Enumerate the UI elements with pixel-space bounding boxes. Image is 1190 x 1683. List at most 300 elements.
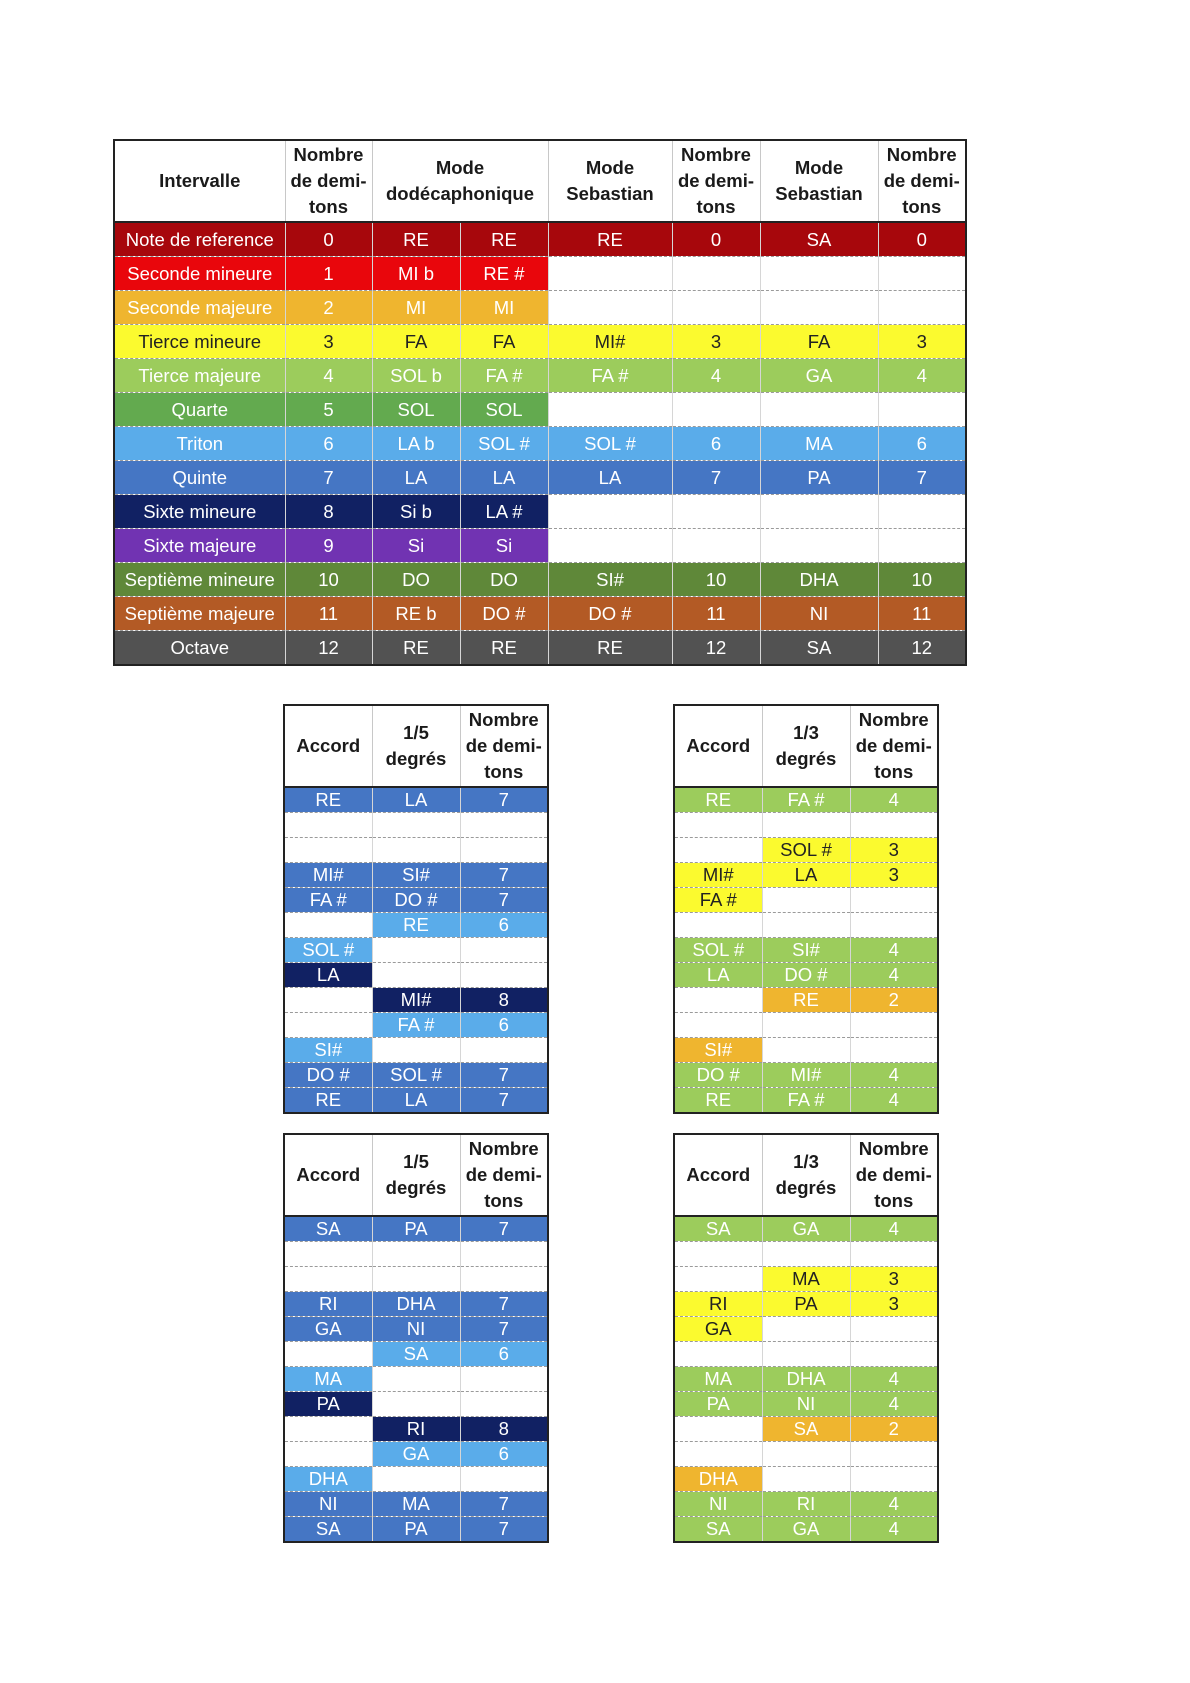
- main_table-header-cell: [878, 140, 966, 222]
- chord-semitone-cell: 7: [460, 787, 548, 813]
- chord-row: [284, 1038, 548, 1063]
- chord-degree-cell: GA: [762, 1216, 850, 1242]
- interval-value-cell: RE: [372, 222, 460, 257]
- chord-note-cell: SA: [284, 1517, 372, 1543]
- chord-semitone-cell: [460, 1367, 548, 1392]
- chord-row: [674, 1442, 938, 1467]
- chord-row: [284, 963, 548, 988]
- chord-note-cell: [284, 1267, 372, 1292]
- header-text: Nombre: [858, 1138, 929, 1159]
- main_table-header-cell: [372, 140, 548, 222]
- chord-semitone-cell: 6: [460, 1013, 548, 1038]
- interval-row: [114, 257, 966, 291]
- chord-degree-cell: RE: [762, 988, 850, 1013]
- interval-value-cell: MA: [760, 427, 878, 461]
- chord-degree-cell: [372, 1367, 460, 1392]
- chord-semitone-cell: 3: [850, 838, 938, 863]
- chord-degree-cell: FA #: [762, 1088, 850, 1114]
- chord-note-cell: [674, 1417, 762, 1442]
- chord-table-fifths-indian: [283, 1133, 549, 1543]
- interval-value-cell: [760, 393, 878, 427]
- header-text: de demi-: [883, 170, 960, 191]
- interval-row: [114, 461, 966, 495]
- chord-degree-cell: MI#: [372, 988, 460, 1013]
- header-text: dodécaphonique: [386, 183, 534, 204]
- chord-note-cell: [674, 813, 762, 838]
- chord-row: [284, 1317, 548, 1342]
- interval-row: [114, 597, 966, 631]
- interval-value-cell: [760, 291, 878, 325]
- chord-row: [284, 1392, 548, 1417]
- chord-row: [284, 1492, 548, 1517]
- chord_tables.1-header-cell: [850, 705, 938, 787]
- header-text: Nombre: [293, 144, 364, 165]
- chord-note-cell: SA: [674, 1517, 762, 1543]
- interval-value-cell: Si b: [372, 495, 460, 529]
- chord-degree-cell: [372, 938, 460, 963]
- chord-note-cell: [674, 1442, 762, 1467]
- interval-name-cell: Quarte: [114, 393, 285, 427]
- chord-row: [674, 938, 938, 963]
- header-text: 1/5 degrés: [385, 722, 447, 769]
- interval-value-cell: SOL: [372, 393, 460, 427]
- chord-semitone-cell: 4: [850, 1216, 938, 1242]
- chord-note-cell: DO #: [284, 1063, 372, 1088]
- chord-note-cell: RI: [284, 1292, 372, 1317]
- chord_tables.1-header-cell: [762, 705, 850, 787]
- chord-note-cell: [284, 1417, 372, 1442]
- interval-value-cell: FA: [460, 325, 548, 359]
- chord-degree-cell: [762, 1442, 850, 1467]
- interval-value-cell: 9: [285, 529, 372, 563]
- chord-row: [674, 1342, 938, 1367]
- chord-degree-cell: SA: [372, 1342, 460, 1367]
- interval-value-cell: [672, 257, 760, 291]
- interval-value-cell: [548, 291, 672, 325]
- interval-value-cell: [548, 495, 672, 529]
- interval-name-cell: Sixte majeure: [114, 529, 285, 563]
- chord-row: [674, 1292, 938, 1317]
- interval-value-cell: 7: [672, 461, 760, 495]
- chord-degree-cell: SI#: [372, 863, 460, 888]
- chord-row: [674, 1317, 938, 1342]
- chord-row: [674, 1267, 938, 1292]
- chord-semitone-cell: [850, 813, 938, 838]
- chord-degree-cell: GA: [762, 1517, 850, 1543]
- interval-value-cell: [672, 529, 760, 563]
- chord-semitone-cell: [460, 838, 548, 863]
- header-text: Nombre: [886, 144, 957, 165]
- interval-row: [114, 495, 966, 529]
- chord_tables.2-header-cell: [460, 1134, 548, 1216]
- interval-value-cell: [878, 393, 966, 427]
- chord-degree-cell: FA #: [372, 1013, 460, 1038]
- interval-value-cell: LA #: [460, 495, 548, 529]
- header-text: de demi-: [290, 170, 367, 191]
- chord-degree-cell: [762, 1317, 850, 1342]
- interval-value-cell: SOL #: [460, 427, 548, 461]
- chord-degree-cell: [372, 838, 460, 863]
- chord-semitone-cell: 4: [850, 1517, 938, 1543]
- interval-value-cell: [878, 291, 966, 325]
- header-text: Mode: [585, 157, 635, 178]
- header-text: Nombre: [468, 709, 539, 730]
- main_table-header-cell: [760, 140, 878, 222]
- chord-degree-cell: [372, 813, 460, 838]
- chord-note-cell: SI#: [284, 1038, 372, 1063]
- chord-semitone-cell: 8: [460, 988, 548, 1013]
- header-text: 1/5 degrés: [385, 1151, 447, 1198]
- chord-note-cell: [284, 813, 372, 838]
- chord-note-cell: SOL #: [284, 938, 372, 963]
- chord-degree-cell: [762, 1038, 850, 1063]
- header-text: Nombre: [681, 144, 751, 165]
- chord-row: [674, 1038, 938, 1063]
- interval-value-cell: LA b: [372, 427, 460, 461]
- chord-semitone-cell: [460, 1038, 548, 1063]
- interval-value-cell: MI: [372, 291, 460, 325]
- main_table-header-cell: [114, 140, 285, 222]
- chord-row: [284, 1442, 548, 1467]
- header-text: de demi-: [465, 735, 542, 756]
- chord-semitone-cell: 7: [460, 1517, 548, 1543]
- chord-semitone-cell: [850, 1467, 938, 1492]
- interval-row: [114, 427, 966, 461]
- chord-semitone-cell: 3: [850, 1267, 938, 1292]
- interval-value-cell: 3: [672, 325, 760, 359]
- interval-value-cell: 4: [672, 359, 760, 393]
- chord-degree-cell: NI: [762, 1392, 850, 1417]
- header-text: de demi-: [855, 1164, 932, 1185]
- header-text: tons: [484, 1190, 524, 1211]
- chord_tables.3-header-row: [674, 1134, 938, 1216]
- interval-value-cell: RE: [548, 222, 672, 257]
- interval-value-cell: [760, 257, 878, 291]
- header-text: tons: [874, 761, 914, 782]
- chord-note-cell: [674, 1013, 762, 1038]
- chord_tables.2-header-cell: [372, 1134, 460, 1216]
- chord-semitone-cell: 6: [460, 913, 548, 938]
- interval-row: [114, 222, 966, 257]
- chord-note-cell: [674, 1267, 762, 1292]
- chord-degree-cell: SOL #: [372, 1063, 460, 1088]
- interval-table: [113, 139, 967, 666]
- chord-semitone-cell: [850, 1442, 938, 1467]
- interval-value-cell: SOL #: [548, 427, 672, 461]
- chord-degree-cell: PA: [762, 1292, 850, 1317]
- chord-semitone-cell: 7: [460, 1088, 548, 1114]
- header-text: de demi-: [465, 1164, 542, 1185]
- chord-note-cell: [284, 838, 372, 863]
- interval-value-cell: 10: [285, 563, 372, 597]
- chord-degree-cell: DO #: [372, 888, 460, 913]
- header-text: Nombre: [468, 1138, 539, 1159]
- interval-value-cell: SOL b: [372, 359, 460, 393]
- interval-value-cell: LA: [372, 461, 460, 495]
- chord-note-cell: GA: [284, 1317, 372, 1342]
- interval-value-cell: 0: [878, 222, 966, 257]
- chord-note-cell: [284, 913, 372, 938]
- chord-degree-cell: [762, 888, 850, 913]
- chord-semitone-cell: 4: [850, 1492, 938, 1517]
- interval-value-cell: [548, 393, 672, 427]
- chord-note-cell: RE: [674, 787, 762, 813]
- chord-degree-cell: [762, 1242, 850, 1267]
- interval-value-cell: 11: [672, 597, 760, 631]
- chord-semitone-cell: 7: [460, 1292, 548, 1317]
- chord-semitone-cell: 2: [850, 1417, 938, 1442]
- chord-degree-cell: MA: [372, 1492, 460, 1517]
- header-text: Sebastian: [566, 183, 654, 204]
- chord-semitone-cell: 3: [850, 863, 938, 888]
- header-text: Accord: [686, 1164, 751, 1185]
- interval-value-cell: RE: [372, 631, 460, 666]
- header-text: tons: [696, 196, 736, 217]
- interval-value-cell: 7: [285, 461, 372, 495]
- chord-semitone-cell: 4: [850, 1063, 938, 1088]
- chord-row: [284, 1467, 548, 1492]
- interval-value-cell: DO: [460, 563, 548, 597]
- interval-value-cell: [672, 393, 760, 427]
- interval-value-cell: SA: [760, 631, 878, 666]
- chord-row: [674, 913, 938, 938]
- chord-degree-cell: LA: [372, 1088, 460, 1114]
- interval-value-cell: Si: [372, 529, 460, 563]
- chord-semitone-cell: 7: [460, 1492, 548, 1517]
- chord-row: [284, 1292, 548, 1317]
- interval-value-cell: RE: [460, 222, 548, 257]
- header-text: Accord: [296, 735, 361, 756]
- interval-value-cell: 12: [878, 631, 966, 666]
- chord-semitone-cell: 4: [850, 1392, 938, 1417]
- chord-table-thirds-indian: [673, 1133, 939, 1543]
- interval-row: [114, 631, 966, 666]
- interval-value-cell: MI#: [548, 325, 672, 359]
- chord-degree-cell: DO #: [762, 963, 850, 988]
- header-text: Sebastian: [775, 183, 863, 204]
- chord-degree-cell: [762, 913, 850, 938]
- interval-value-cell: GA: [760, 359, 878, 393]
- chord-row: [674, 787, 938, 813]
- chord-degree-cell: PA: [372, 1517, 460, 1543]
- chord-note-cell: GA: [674, 1317, 762, 1342]
- chord-row: [284, 888, 548, 913]
- chord-semitone-cell: [850, 1038, 938, 1063]
- chord-row: [674, 1367, 938, 1392]
- chord-semitone-cell: [460, 813, 548, 838]
- interval-value-cell: 3: [878, 325, 966, 359]
- interval-value-cell: 5: [285, 393, 372, 427]
- chord-row: [674, 1242, 938, 1267]
- chord-row: [674, 1216, 938, 1242]
- chord-semitone-cell: 3: [850, 1292, 938, 1317]
- chord-row: [284, 1013, 548, 1038]
- chord-semitone-cell: 7: [460, 863, 548, 888]
- chord-degree-cell: PA: [372, 1216, 460, 1242]
- chord-row: [284, 988, 548, 1013]
- interval-row: [114, 291, 966, 325]
- chord-degree-cell: MA: [762, 1267, 850, 1292]
- chord-degree-cell: MI#: [762, 1063, 850, 1088]
- chord-row: [284, 938, 548, 963]
- main_table-header-cell: [672, 140, 760, 222]
- interval-row: [114, 529, 966, 563]
- chord-row: [674, 1013, 938, 1038]
- chord-row: [674, 1392, 938, 1417]
- chord-row: [284, 1216, 548, 1242]
- chord-row: [674, 963, 938, 988]
- chord-note-cell: [674, 838, 762, 863]
- interval-value-cell: 4: [285, 359, 372, 393]
- chord-semitone-cell: 2: [850, 988, 938, 1013]
- chord-semitone-cell: [460, 963, 548, 988]
- chord-note-cell: LA: [284, 963, 372, 988]
- chord-note-cell: [674, 988, 762, 1013]
- chord-row: [674, 1417, 938, 1442]
- interval-value-cell: 12: [672, 631, 760, 666]
- chord-degree-cell: SA: [762, 1417, 850, 1442]
- chord-note-cell: [284, 1242, 372, 1267]
- header-text: de demi-: [855, 735, 932, 756]
- chord-semitone-cell: 4: [850, 1367, 938, 1392]
- interval-name-cell: Note de reference: [114, 222, 285, 257]
- chord-row: [674, 863, 938, 888]
- chord-semitone-cell: 4: [850, 963, 938, 988]
- interval-value-cell: [672, 291, 760, 325]
- chord-row: [674, 1517, 938, 1543]
- interval-value-cell: FA: [760, 325, 878, 359]
- chord-degree-cell: NI: [372, 1317, 460, 1342]
- interval-value-cell: DHA: [760, 563, 878, 597]
- chord-note-cell: [284, 1013, 372, 1038]
- chord_tables.3-header-cell: [762, 1134, 850, 1216]
- chord-row: [674, 1088, 938, 1114]
- chord-note-cell: RI: [674, 1292, 762, 1317]
- chord-row: [284, 838, 548, 863]
- interval-name-cell: Octave: [114, 631, 285, 666]
- chord-semitone-cell: 4: [850, 1088, 938, 1114]
- chord-row: [674, 1467, 938, 1492]
- chord_tables.0-header-cell: [460, 705, 548, 787]
- chord-degree-cell: [372, 1467, 460, 1492]
- chord_tables.1-header-cell: [674, 705, 762, 787]
- interval-name-cell: Quinte: [114, 461, 285, 495]
- chord-degree-cell: [372, 1267, 460, 1292]
- chord_tables.0-header-row: [284, 705, 548, 787]
- chord-note-cell: [674, 1242, 762, 1267]
- main_table-header-cell: [548, 140, 672, 222]
- chord-semitone-cell: [850, 913, 938, 938]
- chord-row: [674, 1063, 938, 1088]
- chord-note-cell: [284, 1342, 372, 1367]
- chord-degree-cell: SI#: [762, 938, 850, 963]
- chord-row: [284, 1242, 548, 1267]
- interval-value-cell: PA: [760, 461, 878, 495]
- chord-note-cell: RE: [284, 1088, 372, 1114]
- interval-value-cell: LA: [460, 461, 548, 495]
- chord-row: [284, 1517, 548, 1543]
- chord-row: [284, 1088, 548, 1114]
- chord-row: [284, 863, 548, 888]
- chord-note-cell: [674, 1342, 762, 1367]
- chord-degree-cell: LA: [762, 863, 850, 888]
- chord-degree-cell: [372, 963, 460, 988]
- chord-row: [284, 1063, 548, 1088]
- interval-value-cell: [548, 257, 672, 291]
- chord-table-thirds-western: [673, 704, 939, 1114]
- header-text: tons: [484, 761, 524, 782]
- chord-semitone-cell: 7: [460, 888, 548, 913]
- header-text: Mode: [435, 157, 485, 178]
- interval-value-cell: 1: [285, 257, 372, 291]
- interval-value-cell: [878, 257, 966, 291]
- interval-value-cell: DO #: [548, 597, 672, 631]
- chord-row: [674, 888, 938, 913]
- chord-row: [674, 813, 938, 838]
- interval-value-cell: 8: [285, 495, 372, 529]
- chord-semitone-cell: [850, 1317, 938, 1342]
- chord-note-cell: RE: [674, 1088, 762, 1114]
- interval-value-cell: MI: [460, 291, 548, 325]
- chord-semitone-cell: [850, 888, 938, 913]
- chord-note-cell: NI: [284, 1492, 372, 1517]
- header-text: de demi-: [677, 170, 755, 191]
- chord-semitone-cell: [460, 1267, 548, 1292]
- chord-row: [284, 1267, 548, 1292]
- chord_tables.0-header-cell: [284, 705, 372, 787]
- chord-note-cell: PA: [284, 1392, 372, 1417]
- interval-value-cell: RE #: [460, 257, 548, 291]
- interval-value-cell: 6: [878, 427, 966, 461]
- chord-degree-cell: GA: [372, 1442, 460, 1467]
- chord-note-cell: PA: [674, 1392, 762, 1417]
- header-text: tons: [874, 1190, 914, 1211]
- chord-degree-cell: [372, 1038, 460, 1063]
- chord-semitone-cell: [460, 1467, 548, 1492]
- chord-semitone-cell: [850, 1342, 938, 1367]
- interval-name-cell: Seconde mineure: [114, 257, 285, 291]
- chord-semitone-cell: 8: [460, 1417, 548, 1442]
- interval-value-cell: RE: [460, 631, 548, 666]
- interval-name-cell: Sixte mineure: [114, 495, 285, 529]
- chord-degree-cell: [762, 813, 850, 838]
- interval-value-cell: RE b: [372, 597, 460, 631]
- interval-row: [114, 325, 966, 359]
- chord-row: [674, 1492, 938, 1517]
- interval-value-cell: [760, 529, 878, 563]
- chord-row: [284, 1417, 548, 1442]
- interval-name-cell: Tierce mineure: [114, 325, 285, 359]
- interval-value-cell: [760, 495, 878, 529]
- interval-value-cell: RE: [548, 631, 672, 666]
- chord-note-cell: [674, 913, 762, 938]
- interval-name-cell: Septième mineure: [114, 563, 285, 597]
- chord-note-cell: DHA: [284, 1467, 372, 1492]
- interval-value-cell: SI#: [548, 563, 672, 597]
- chord-note-cell: DO #: [674, 1063, 762, 1088]
- header-text: 1/3 degrés: [775, 722, 837, 769]
- chord-note-cell: NI: [674, 1492, 762, 1517]
- chord-semitone-cell: [850, 1242, 938, 1267]
- chord-note-cell: DHA: [674, 1467, 762, 1492]
- chord-table-fifths-western: [283, 704, 549, 1114]
- chord-row: [674, 838, 938, 863]
- chord_tables.1-header-row: [674, 705, 938, 787]
- interval-value-cell: LA: [548, 461, 672, 495]
- chord-degree-cell: [372, 1392, 460, 1417]
- header-text: Accord: [296, 1164, 361, 1185]
- chord-semitone-cell: 6: [460, 1342, 548, 1367]
